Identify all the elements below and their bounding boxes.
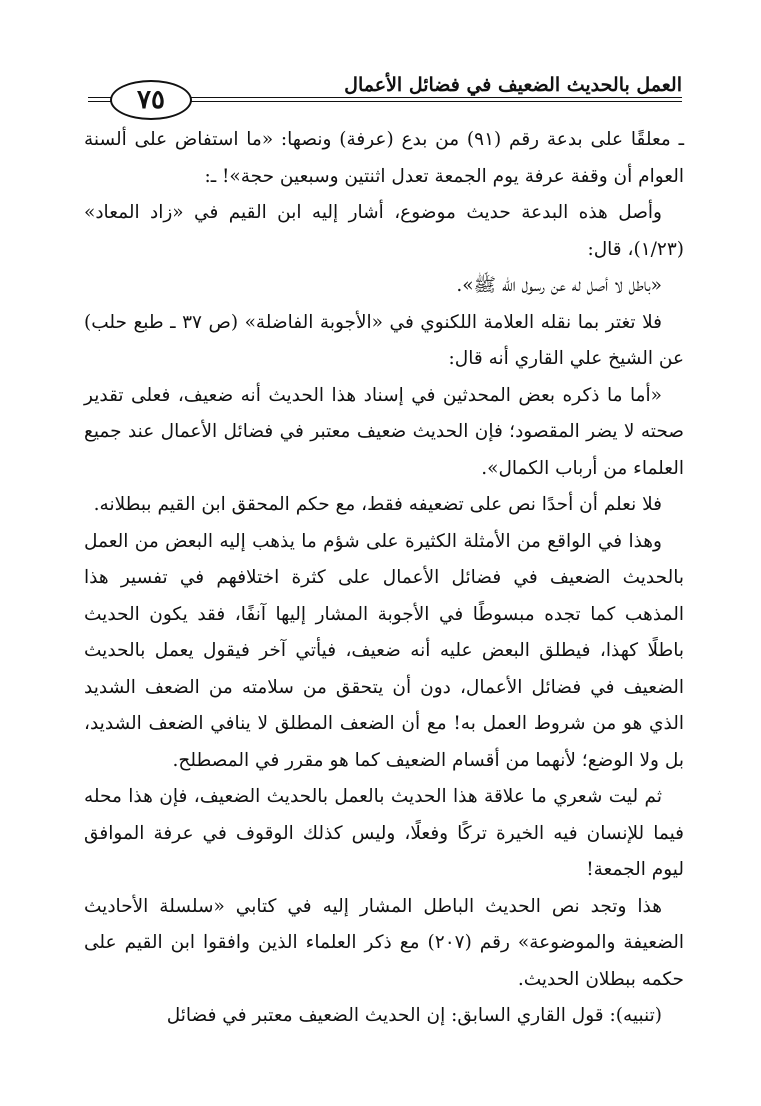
quote-paragraph: «أما ما ذكره بعض المحدثين في إسناد هذا الحديث أنه ضعيف، فعلى تقدير صحته لا يضر المقصود؛ فإن الحديث ضعيف معتبر في فضائل الأعمال عند جميع العلماء من أرباب الكمال». xyxy=(84,384,684,479)
quote-paragraph: «باطل لا أصل له عن رسول الله ﷺ». xyxy=(456,275,662,296)
body-text xyxy=(84,122,684,1035)
paragraph: فلا تغتر بما نقله العلامة اللكنوي في «الأجوبة الفاضلة» (ص ٣٧ ـ طبع حلب) عن الشيخ علي القاري أنه قال: xyxy=(84,311,684,369)
paragraph: ـ معلقًا على بدعة رقم (٩١) من بدع (عرفة) ونصها: «ما استفاض على ألسنة العوام أن وقفة عرفة يوم الجمعة تعدل اثنتين وسبعين حجة»! ـ: xyxy=(84,129,685,187)
page-header xyxy=(88,62,682,115)
paragraph: فلا نعلم أن أحدًا نص على تضعيفه فقط، مع حكم المحقق ابن القيم ببطلانه. xyxy=(93,494,662,515)
paragraph: هذا وتجد نص الحديث الباطل المشار إليه في كتابي «سلسلة الأحاديث الضعيفة والموضوعة» رقم (٢٠٧) مع ذكر العلماء الذين وافقوا ابن القيم على حكمه ببطلان الحديث. xyxy=(84,895,684,990)
running-title: العمل بالحديث الضعيف في فضائل الأعمال xyxy=(344,74,682,96)
paragraph: (تنبيه): قول القاري السابق: إن الحديث الضعيف معتبر في فضائل xyxy=(166,1005,662,1026)
paragraph: ثم ليت شعري ما علاقة هذا الحديث بالعمل بالحديث الضعيف، فإن هذا محله فيما للإنسان فيه الخيرة تركًا وفعلًا، وليس كذلك الوقوف في عرفة الموافق ليوم الجمعة! xyxy=(84,786,684,880)
paragraph: وهذا في الواقع من الأمثلة الكثيرة على شؤم ما يذهب إليه البعض من العمل بالحديث الضعيف في فضائل الأعمال على كثرة اختلافهم في تفسير هذا المذهب كما تجده مبسوطًا في الأجوبة المشار إليها آنفًا، فقد يكون الحديث باطلًا كهذا، فيطلق البعض عليه أنه ضعيف، فيأتي آخر فيقول يعمل بالحديث الضعيف في فضائل الأعمال، دون أن يتحقق من سلامته من الضعف الشديد الذي هو من شروط العمل به! مع أن الضعف المطلق لا ينافي الضعف الشديد، بل ولا الوضع؛ لأنهما من أقسام الضعيف كما هو مقرر في المصطلح. xyxy=(84,530,684,771)
paragraph: وأصل هذه البدعة حديث موضوع، أشار إليه ابن القيم في «زاد المعاد» (١/٢٣)، قال: xyxy=(84,202,684,260)
page-number-badge: ٧٥ xyxy=(110,80,192,120)
